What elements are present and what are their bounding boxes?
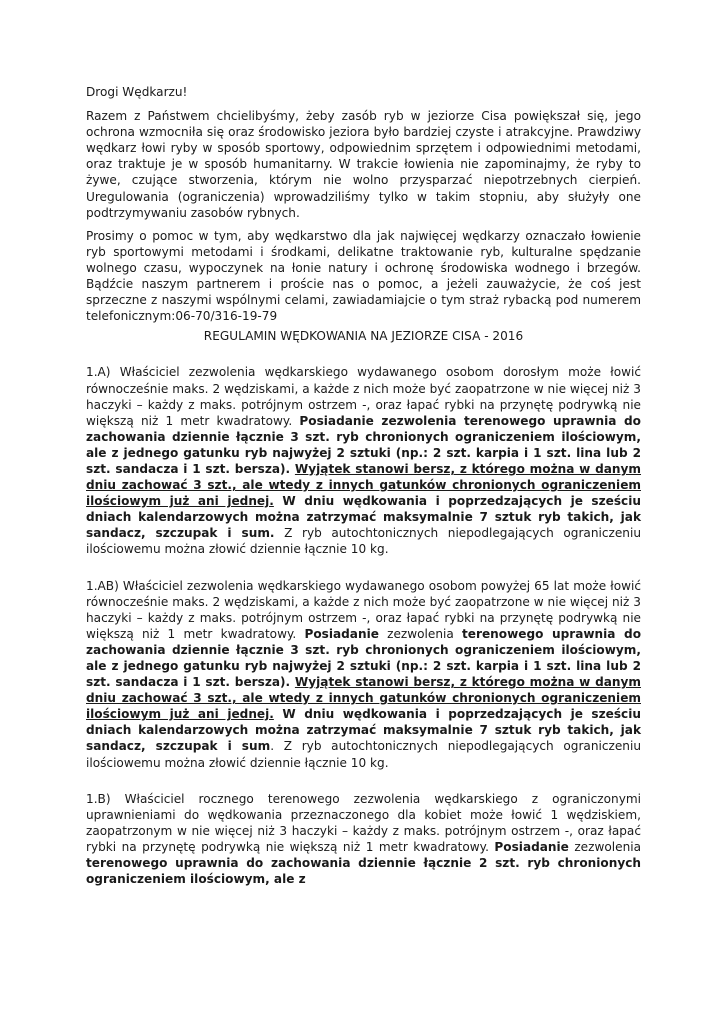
section-1a-underlined-exception: Wyjątek stanowi bersz, z którego można w danym dniu zachować 3 szt., ale wtedy z innych gatunków chronionych ograniczeniem ilościowym już ani jednej. <box>86 461 642 509</box>
section-1a <box>86 364 641 557</box>
section-1a-text-2: Z ryb autochtonicznych niepodlegających ograniczeniu ilościowemu można złowić dziennie łącznie 10 kg. <box>86 526 641 557</box>
section-1ab-bold-2: terenowego uprawnia do zachowania dziennie łącznie 3 szt. ryb chronionych ograniczeniem ilościowym, ale z jednego gatunku ryb najwyżej 2 sztuki (np.: 2 szt. karpia i 1 szt. lina lub 2 szt. sandacza i 1 szt. bersza). <box>86 626 641 690</box>
section-1ab-text-2: zezwolenia <box>378 626 462 641</box>
section-1b-text-2: zezwolenia <box>568 839 642 854</box>
regulation-title: REGULAMIN WĘDKOWANIA NA JEZIORZE CISA - 2016 <box>203 329 524 344</box>
section-1ab-underlined-exception: Wyjątek stanowi bersz, z którego można w danym dniu zachować 3 szt., ale wtedy z innych gatunków chronionych ograniczeniem ilościowym już ani jednej. <box>86 675 642 722</box>
intro-paragraph-2: Prosimy o pomoc w tym, aby wędkarstwo dla jak najwięcej wędkarzy oznaczało łowienie ryb sportowymi metodami i środkami, delikatne traktowanie ryb, kulturalne spędzanie wolnego czasu, wypoczynek na łonie natury i ochronę środowiska wodnego i brzegów. Bądźcie naszym partnerem i proście nas o pomoc, a jeżeli zauważycie, że coś jest sprzeczne z naszymi wspólnymi celami, zawiadamiajcie o tym straż rybacką pod numerem telefonicznym:06-70/316-19-79 <box>86 228 641 324</box>
greeting: Drogi Wędkarzu! <box>86 85 188 99</box>
section-1ab <box>86 578 641 771</box>
document-page <box>86 84 641 907</box>
section-1b-bold-2: terenowego uprawnia do zachowania dziennie łącznie 2 szt. ryb chronionych ograniczeniem ilościowym, ale z <box>86 856 641 887</box>
section-1ab-text-1: 1.AB) Właściciel zezwolenia wędkarskiego wydawanego osobom powyżej 65 lat może łowić równocześnie maks. 2 wędziskami, a każde z nich może być zaopatrzone w nie więcej niż 3 haczyki – każdy z maks. potrójnym ostrzem -, oraz łapać rybki na przynętę podrywką nie większą niż 1 metr kwadratowy. <box>86 578 641 641</box>
section-1b-bold-1: Posiadanie <box>494 839 569 854</box>
intro-paragraph-1: Razem z Państwem chcielibyśmy, żeby zasób ryb w jeziorze Cisa powiększał się, jego ochrona wzmocniła się oraz środowisko jeziora było bardziej czyste i atrakcyjne. Prawdziwy wędkarz łowi ryby w sposób sportowy, odpowiednim sprzętem i odpowiednimi metodami, oraz traktuje je w sposób humanitarny. W trakcie łowienia nie zapominajmy, że ryby to żywe, czujące stworzenia, którym nie wolno przysparzać niepotrzebnych cierpień. Uregulowania (ograniczenia) wprowadziliśmy tylko w takim stopniu, aby służyły one podtrzymywaniu zasobów rybnych. <box>86 109 641 220</box>
section-1ab-text-3: . Z ryb autochtonicznych niepodlegających ograniczeniu ilościowemu można złowić dziennie łącznie 10 kg. <box>86 739 641 770</box>
section-1a-text-1: 1.A) Właściciel zezwolenia wędkarskiego wydawanego osobom dorosłym może łowić równocześnie maks. 2 wędziskami, a każde z nich może być zaopatrzone w nie więcej niż 3 haczyki – każdy z maks. potrójnym ostrzem -, oraz łapać rybki na przynętę podrywką nie większą niż 1 metr kwadratowy. <box>86 365 641 428</box>
section-1b-text-1: 1.B) Właściciel rocznego terenowego zezwolenia wędkarskiego z ograniczonymi uprawnieniami do wędkowania przeznaczonego dla kobiet może łowić 1 wędziskiem, zaopatrzonym w nie więcej niż 3 haczyki – każdy z maks. potrójnym ostrzem -, oraz łapać rybki na przynętę podrywką nie większą niż 1 metr kwadratowy. <box>86 791 641 854</box>
section-1b <box>86 791 641 888</box>
section-1a-bold-2: W dniu wędkowania i poprzedzających je sześciu dniach kalendarzowych można zatrzymać maksymalnie 7 sztuk ryb takich, jak sandacz, szczupak i sum. <box>86 494 641 541</box>
section-1ab-bold-1: Posiadanie <box>304 626 379 641</box>
section-1ab-bold-3: W dniu wędkowania i poprzedzających je sześciu dniach kalendarzowych można zatrzymać maksymalnie 7 sztuk ryb takich, jak sandacz, szczupak i sum <box>86 707 641 754</box>
section-1a-bold-1: Posiadanie zezwolenia terenowego uprawnia do zachowania dziennie łącznie 3 szt. ryb chronionych ograniczeniem ilościowym, ale z jednego gatunku ryb najwyżej 2 sztuki (np.: 2 szt. karpia i 1 szt. lina lub 2 szt. sandacza i 1 szt. bersza). <box>86 413 641 476</box>
